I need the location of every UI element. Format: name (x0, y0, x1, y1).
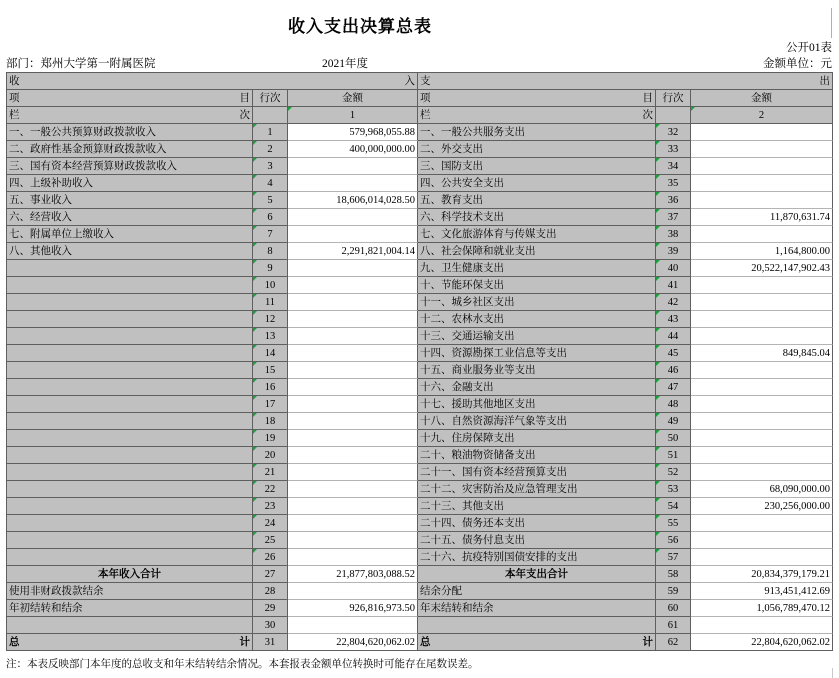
expense-item-cell[interactable]: 二十、粮油物资储备支出 (418, 447, 656, 464)
expense-item-cell[interactable]: 六、科学技术支出 (418, 209, 656, 226)
error-marker-icon (253, 260, 257, 264)
income-item-cell[interactable] (7, 413, 253, 430)
expense-line-no-cell[interactable]: 46 (656, 362, 691, 379)
income-line-no-cell[interactable]: 30 (253, 617, 288, 634)
expense-section-header[interactable] (418, 73, 833, 90)
expense-amount-cell[interactable] (691, 311, 833, 328)
income-line-no-cell[interactable]: 29 (253, 600, 288, 617)
expense-line-no-cell[interactable]: 41 (656, 277, 691, 294)
expense-amount-cell[interactable] (691, 447, 833, 464)
expense-line-no-cell[interactable]: 34 (656, 158, 691, 175)
income-line-no-cell[interactable]: 24 (253, 515, 288, 532)
expense-amount-cell[interactable] (691, 192, 833, 209)
expense-amount-cell[interactable] (691, 158, 833, 175)
expense-item-cell[interactable]: 二十四、债务还本支出 (418, 515, 656, 532)
income-item-cell[interactable] (7, 260, 253, 277)
expense-amount-cell[interactable] (691, 515, 833, 532)
fiscal-year-label: 2021年度 (322, 58, 368, 70)
error-marker-icon (253, 447, 257, 451)
income-line-no-cell[interactable]: 2 (253, 141, 288, 158)
expense-amount-cell[interactable] (691, 175, 833, 192)
error-marker-icon (656, 464, 660, 468)
income-amount-cell[interactable] (288, 345, 418, 362)
income-line-no-cell[interactable]: 11 (253, 294, 288, 311)
income-item-cell[interactable]: 使用非财政拨款结余 (7, 583, 253, 600)
error-marker-icon (656, 396, 660, 400)
error-marker-icon (656, 345, 660, 349)
income-item-cell[interactable] (7, 396, 253, 413)
item-header-left: 项 (420, 92, 431, 104)
income-item-cell[interactable] (7, 532, 253, 549)
expense-item-cell[interactable]: 十五、商业服务业等支出 (418, 362, 656, 379)
expense-item-cell[interactable]: 十九、住房保障支出 (418, 430, 656, 447)
error-marker-icon (656, 158, 660, 162)
expense-amount-cell[interactable] (691, 294, 833, 311)
expense-item-cell[interactable]: 三、国防支出 (418, 158, 656, 175)
expense-line-no-cell[interactable]: 55 (656, 515, 691, 532)
error-marker-icon (656, 277, 660, 281)
expense-item-cell[interactable]: 二十一、国有资本经营预算支出 (418, 464, 656, 481)
page-title: 收入支出决算总表 (288, 17, 432, 36)
income-line-no-cell[interactable]: 5 (253, 192, 288, 209)
expense-item-cell[interactable] (418, 617, 656, 634)
expense-amount-cell[interactable]: 1,164,800.00 (691, 243, 833, 260)
income-amount-cell[interactable] (288, 481, 418, 498)
expense-item-cell[interactable]: 十七、援助其他地区支出 (418, 396, 656, 413)
lan-header-left: 栏 (420, 109, 431, 121)
income-item-cell[interactable] (7, 447, 253, 464)
income-grand-total-label-char: 总 (9, 636, 20, 648)
expense-item-cell[interactable]: 二十三、其他支出 (418, 498, 656, 515)
expense-amount-cell[interactable] (691, 362, 833, 379)
expense-item-cell[interactable] (418, 634, 656, 651)
error-marker-icon (288, 107, 292, 111)
expense-col-index-cell[interactable] (691, 107, 833, 124)
error-marker-icon (253, 141, 257, 145)
income-amount-cell[interactable]: 926,816,973.50 (288, 600, 418, 617)
expense-line-no-cell[interactable]: 53 (656, 481, 691, 498)
error-marker-icon (253, 277, 257, 281)
expense-line-no-cell[interactable]: 42 (656, 294, 691, 311)
error-marker-icon (656, 243, 660, 247)
expense-amount-cell[interactable]: 1,056,789,470.12 (691, 600, 833, 617)
expense-item-cell[interactable]: 五、教育支出 (418, 192, 656, 209)
expense-amount-cell[interactable] (691, 379, 833, 396)
gridline-segment-top (831, 8, 832, 38)
income-line-no-cell[interactable]: 3 (253, 158, 288, 175)
income-amount-cell[interactable]: 18,606,014,028.50 (288, 192, 418, 209)
expense-amount-cell[interactable] (691, 617, 833, 634)
income-amount-cell[interactable] (288, 158, 418, 175)
expense-line-no-cell[interactable]: 44 (656, 328, 691, 345)
income-item-cell[interactable]: 三、国有资本经营预算财政拨款收入 (7, 158, 253, 175)
income-item-cell[interactable] (7, 549, 253, 566)
expense-item-cell[interactable]: 本年支出合计 (418, 566, 656, 583)
error-marker-icon (656, 328, 660, 332)
expense-lan-lineno-cell[interactable] (656, 107, 691, 124)
income-amount-cell[interactable] (288, 396, 418, 413)
error-marker-icon (253, 243, 257, 247)
expense-item-cell[interactable]: 二十五、债务付息支出 (418, 532, 656, 549)
income-item-cell[interactable] (7, 464, 253, 481)
expense-item-cell[interactable]: 十六、金融支出 (418, 379, 656, 396)
income-amount-cell[interactable]: 579,968,055.88 (288, 124, 418, 141)
expense-amount-cell[interactable] (691, 464, 833, 481)
error-marker-icon (253, 464, 257, 468)
error-marker-icon (656, 260, 660, 264)
income-amount-cell[interactable] (288, 277, 418, 294)
expense-line-no-cell[interactable]: 50 (656, 430, 691, 447)
expense-item-cell[interactable]: 二十六、抗疫特别国债安排的支出 (418, 549, 656, 566)
expense-grand-total-label-char: 总 (420, 636, 431, 648)
expense-amount-cell[interactable] (691, 141, 833, 158)
error-marker-icon (253, 379, 257, 383)
expense-col-index: 2 (758, 109, 765, 121)
income-amount-col-header[interactable]: 金额 (288, 90, 418, 107)
income-line-no-cell[interactable]: 16 (253, 379, 288, 396)
expense-line-no-cell[interactable]: 38 (656, 226, 691, 243)
income-amount-cell[interactable] (288, 362, 418, 379)
form-code-label: 公开01表 (786, 42, 832, 54)
income-item-cell[interactable] (7, 430, 253, 447)
expense-amount-cell[interactable] (691, 226, 833, 243)
income-amount-cell[interactable]: 22,804,620,062.02 (288, 634, 418, 651)
error-marker-icon (656, 413, 660, 417)
income-amount-cell[interactable] (288, 583, 418, 600)
error-marker-icon (253, 192, 257, 196)
error-marker-icon (656, 532, 660, 536)
income-line-no-cell[interactable]: 15 (253, 362, 288, 379)
income-amount-cell[interactable] (288, 260, 418, 277)
income-item-cell[interactable]: 二、政府性基金预算财政拨款收入 (7, 141, 253, 158)
error-marker-icon (656, 362, 660, 366)
income-line-no-cell[interactable]: 23 (253, 498, 288, 515)
expense-item-cell[interactable]: 十、节能环保支出 (418, 277, 656, 294)
income-col-index-cell[interactable] (288, 107, 418, 124)
expense-lan-header[interactable] (418, 107, 656, 124)
income-line-no-cell[interactable]: 18 (253, 413, 288, 430)
expense-amount-cell[interactable]: 20,834,379,179.21 (691, 566, 833, 583)
expense-line-no-cell[interactable]: 32 (656, 124, 691, 141)
expense-line-no-cell[interactable]: 60 (656, 600, 691, 617)
income-line-no-cell[interactable]: 6 (253, 209, 288, 226)
error-marker-icon (656, 447, 660, 451)
item-header-right: 目 (239, 92, 250, 104)
expense-line-no-cell[interactable]: 39 (656, 243, 691, 260)
expense-line-no-cell[interactable]: 54 (656, 498, 691, 515)
income-amount-cell[interactable]: 21,877,803,088.52 (288, 566, 418, 583)
expense-item-cell[interactable]: 九、卫生健康支出 (418, 260, 656, 277)
income-item-cell[interactable]: 四、上级补助收入 (7, 175, 253, 192)
error-marker-icon (656, 311, 660, 315)
income-item-cell[interactable] (7, 362, 253, 379)
income-line-no-cell[interactable]: 27 (253, 566, 288, 583)
error-marker-icon (253, 345, 257, 349)
income-item-cell[interactable] (7, 311, 253, 328)
income-amount-cell[interactable] (288, 226, 418, 243)
income-col-index: 1 (349, 109, 356, 121)
income-amount-cell[interactable] (288, 175, 418, 192)
income-lan-lineno-cell[interactable] (253, 107, 288, 124)
error-marker-icon (253, 209, 257, 213)
income-line-no-cell[interactable]: 20 (253, 447, 288, 464)
income-item-cell[interactable]: 八、其他收入 (7, 243, 253, 260)
lan-header-left: 栏 (9, 109, 20, 121)
item-header-left: 项 (9, 92, 20, 104)
income-line-no-cell[interactable]: 22 (253, 481, 288, 498)
expense-line-no-cell[interactable]: 47 (656, 379, 691, 396)
income-amount-cell[interactable] (288, 311, 418, 328)
income-item-cell[interactable] (7, 634, 253, 651)
expense-header-left: 支 (420, 75, 431, 87)
income-item-cell[interactable]: 五、事业收入 (7, 192, 253, 209)
error-marker-icon (253, 158, 257, 162)
expense-item-cell[interactable]: 二十二、灾害防治及应急管理支出 (418, 481, 656, 498)
expense-amount-cell[interactable] (691, 430, 833, 447)
income-line-no-cell[interactable]: 13 (253, 328, 288, 345)
expense-item-cell[interactable]: 二、外交支出 (418, 141, 656, 158)
income-amount-cell[interactable] (288, 209, 418, 226)
error-marker-icon (253, 413, 257, 417)
expense-amount-cell[interactable]: 68,090,000.00 (691, 481, 833, 498)
error-marker-icon (656, 124, 660, 128)
expense-amount-cell[interactable] (691, 277, 833, 294)
income-amount-cell[interactable] (288, 447, 418, 464)
expense-line-no-cell[interactable]: 52 (656, 464, 691, 481)
income-line-no-cell[interactable]: 31 (253, 634, 288, 651)
error-marker-icon (656, 515, 660, 519)
summary-table (6, 72, 833, 651)
error-marker-icon (253, 532, 257, 536)
income-amount-cell[interactable] (288, 328, 418, 345)
expense-amount-cell[interactable]: 22,804,620,062.02 (691, 634, 833, 651)
expense-line-no-cell[interactable]: 33 (656, 141, 691, 158)
expense-line-no-cell[interactable]: 43 (656, 311, 691, 328)
expense-amount-cell[interactable]: 913,451,412.69 (691, 583, 833, 600)
expense-amount-col-header[interactable]: 金额 (691, 90, 833, 107)
income-line-no-cell[interactable]: 12 (253, 311, 288, 328)
error-marker-icon (253, 226, 257, 230)
income-item-cell[interactable] (7, 345, 253, 362)
expense-amount-cell[interactable] (691, 549, 833, 566)
error-marker-icon (253, 430, 257, 434)
error-marker-icon (656, 209, 660, 213)
income-amount-cell[interactable] (288, 430, 418, 447)
expense-amount-cell[interactable] (691, 532, 833, 549)
error-marker-icon (656, 141, 660, 145)
expense-item-cell[interactable]: 七、文化旅游体育与传媒支出 (418, 226, 656, 243)
expense-line-no-cell[interactable]: 58 (656, 566, 691, 583)
expense-line-no-cell[interactable]: 35 (656, 175, 691, 192)
income-item-cell[interactable] (7, 481, 253, 498)
income-section-header[interactable] (7, 73, 418, 90)
income-line-no-cell[interactable]: 7 (253, 226, 288, 243)
expense-amount-cell[interactable]: 11,870,631.74 (691, 209, 833, 226)
department-label: 部门：郑州大学第一附属医院 (6, 58, 156, 70)
income-line-no-cell[interactable]: 28 (253, 583, 288, 600)
income-lan-header[interactable] (7, 107, 253, 124)
error-marker-icon (691, 107, 695, 111)
error-marker-icon (253, 294, 257, 298)
expense-lineno-col-header[interactable]: 行次 (656, 90, 691, 107)
expense-item-cell[interactable]: 年末结转和结余 (418, 600, 656, 617)
expense-item-cell[interactable]: 十一、城乡社区支出 (418, 294, 656, 311)
income-amount-cell[interactable] (288, 379, 418, 396)
income-item-cell[interactable]: 本年收入合计 (7, 566, 253, 583)
error-marker-icon (656, 430, 660, 434)
lan-header-right: 次 (642, 109, 653, 121)
error-marker-icon (253, 498, 257, 502)
income-amount-cell[interactable] (288, 294, 418, 311)
expense-line-no-cell[interactable]: 37 (656, 209, 691, 226)
expense-line-no-cell[interactable]: 51 (656, 447, 691, 464)
expense-line-no-cell[interactable]: 56 (656, 532, 691, 549)
income-amount-cell[interactable] (288, 532, 418, 549)
expense-amount-cell[interactable]: 20,522,147,902.43 (691, 260, 833, 277)
error-marker-icon (253, 515, 257, 519)
income-line-no-cell[interactable]: 8 (253, 243, 288, 260)
income-amount-cell[interactable] (288, 549, 418, 566)
income-line-no-cell[interactable]: 21 (253, 464, 288, 481)
expense-line-no-cell[interactable]: 49 (656, 413, 691, 430)
income-amount-cell[interactable] (288, 617, 418, 634)
income-amount-cell[interactable] (288, 498, 418, 515)
income-item-cell[interactable] (7, 515, 253, 532)
income-line-no-cell[interactable]: 9 (253, 260, 288, 277)
income-item-cell[interactable] (7, 498, 253, 515)
expense-line-no-cell[interactable]: 61 (656, 617, 691, 634)
expense-item-cell[interactable]: 十三、交通运输支出 (418, 328, 656, 345)
income-item-cell[interactable] (7, 328, 253, 345)
lan-header-right: 次 (239, 109, 250, 121)
expense-item-cell[interactable]: 结余分配 (418, 583, 656, 600)
expense-item-cell[interactable]: 十四、资源勘探工业信息等支出 (418, 345, 656, 362)
footnote: 注：本表反映部门本年度的总收支和年末结转结余情况。本套报表金额单位转换时可能存在尾数误差。 (6, 659, 479, 670)
expense-item-col-header[interactable] (418, 90, 656, 107)
income-amount-cell[interactable] (288, 515, 418, 532)
income-line-no-cell[interactable]: 26 (253, 549, 288, 566)
income-line-no-cell[interactable]: 4 (253, 175, 288, 192)
income-item-cell[interactable] (7, 379, 253, 396)
error-marker-icon (253, 124, 257, 128)
income-item-cell[interactable]: 一、一般公共预算财政拨款收入 (7, 124, 253, 141)
error-marker-icon (656, 549, 660, 553)
income-line-no-cell[interactable]: 1 (253, 124, 288, 141)
item-header-right: 目 (642, 92, 653, 104)
error-marker-icon (253, 175, 257, 179)
expense-item-cell[interactable]: 十二、农林水支出 (418, 311, 656, 328)
expense-amount-cell[interactable] (691, 124, 833, 141)
expense-header-right: 出 (819, 75, 830, 87)
income-header-left: 收 (9, 75, 20, 87)
error-marker-icon (656, 294, 660, 298)
income-lineno-col-header[interactable]: 行次 (253, 90, 288, 107)
error-marker-icon (253, 396, 257, 400)
income-amount-cell[interactable]: 2,291,821,004.14 (288, 243, 418, 260)
income-line-no-cell[interactable]: 25 (253, 532, 288, 549)
error-marker-icon (656, 226, 660, 230)
expense-item-cell[interactable]: 十八、自然资源海洋气象等支出 (418, 413, 656, 430)
expense-amount-cell[interactable]: 230,256,000.00 (691, 498, 833, 515)
income-item-cell[interactable] (7, 294, 253, 311)
expense-item-cell[interactable]: 四、公共安全支出 (418, 175, 656, 192)
income-line-no-cell[interactable]: 14 (253, 345, 288, 362)
expense-amount-cell[interactable] (691, 328, 833, 345)
income-item-cell[interactable]: 年初结转和结余 (7, 600, 253, 617)
error-marker-icon (656, 379, 660, 383)
error-marker-icon (253, 328, 257, 332)
expense-line-no-cell[interactable]: 59 (656, 583, 691, 600)
error-marker-icon (656, 192, 660, 196)
expense-line-no-cell[interactable]: 57 (656, 549, 691, 566)
expense-grand-total-label-char: 计 (642, 636, 653, 648)
income-line-no-cell[interactable]: 19 (253, 430, 288, 447)
income-amount-cell[interactable] (288, 413, 418, 430)
expense-line-no-cell[interactable]: 62 (656, 634, 691, 651)
income-item-cell[interactable] (7, 277, 253, 294)
error-marker-icon (253, 362, 257, 366)
income-grand-total-label-char: 计 (239, 636, 250, 648)
error-marker-icon (656, 175, 660, 179)
expense-line-no-cell[interactable]: 40 (656, 260, 691, 277)
income-item-cell[interactable] (7, 617, 253, 634)
error-marker-icon (253, 481, 257, 485)
expense-line-no-cell[interactable]: 45 (656, 345, 691, 362)
expense-amount-cell[interactable]: 849,845.04 (691, 345, 833, 362)
income-line-no-cell[interactable]: 17 (253, 396, 288, 413)
income-item-cell[interactable]: 七、附属单位上缴收入 (7, 226, 253, 243)
expense-item-cell[interactable]: 一、一般公共服务支出 (418, 124, 656, 141)
income-amount-cell[interactable]: 400,000,000.00 (288, 141, 418, 158)
expense-amount-cell[interactable] (691, 396, 833, 413)
expense-line-no-cell[interactable]: 48 (656, 396, 691, 413)
expense-item-cell[interactable]: 八、社会保障和就业支出 (418, 243, 656, 260)
currency-unit-label: 金额单位：元 (763, 58, 832, 70)
income-item-cell[interactable]: 六、经营收入 (7, 209, 253, 226)
income-amount-cell[interactable] (288, 464, 418, 481)
expense-line-no-cell[interactable]: 36 (656, 192, 691, 209)
error-marker-icon (656, 498, 660, 502)
error-marker-icon (656, 481, 660, 485)
error-marker-icon (253, 311, 257, 315)
income-item-col-header[interactable] (7, 90, 253, 107)
gridline-segment-bottom (832, 668, 833, 678)
expense-amount-cell[interactable] (691, 413, 833, 430)
income-header-right: 入 (404, 75, 415, 87)
income-line-no-cell[interactable]: 10 (253, 277, 288, 294)
error-marker-icon (253, 549, 257, 553)
